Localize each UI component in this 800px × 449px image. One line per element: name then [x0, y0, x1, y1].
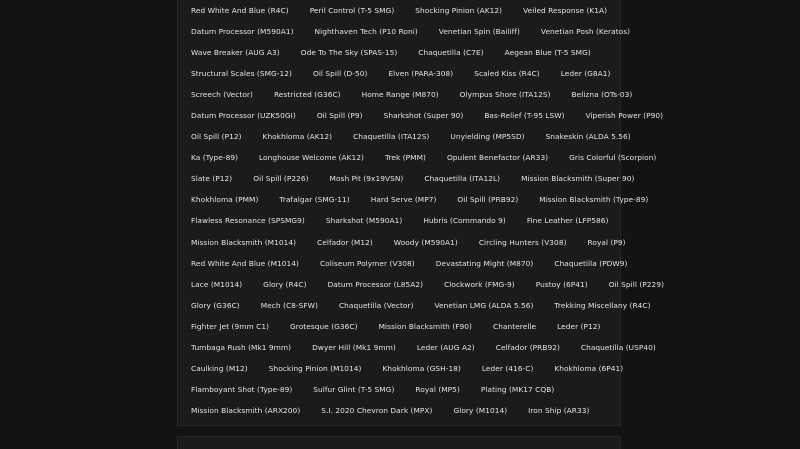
- skin-link[interactable]: Dwyer Hill (Mk1 9mm): [312, 343, 396, 353]
- skin-link[interactable]: Leder (AUG A2): [416, 343, 475, 353]
- skin-link[interactable]: Circling Hunters (V308): [478, 237, 567, 247]
- skin-link[interactable]: Restricted (G36C): [273, 89, 341, 99]
- skin-link[interactable]: Glory (R4C): [263, 279, 307, 289]
- skin-link[interactable]: Clockwork (FMG-9): [444, 279, 515, 289]
- skin-row: [191, 380, 612, 401]
- skin-link[interactable]: Fighter Jet (9mm C1): [191, 321, 270, 331]
- skin-link[interactable]: Chaquetilla (C7E): [418, 47, 484, 57]
- skin-row: [191, 253, 628, 274]
- skin-link[interactable]: Hard Serve (MP7): [370, 195, 437, 205]
- skin-link[interactable]: Khokhloma (GSH-18): [382, 364, 461, 374]
- skin-row: [191, 84, 633, 105]
- skin-link[interactable]: Chaquetilla (ITA12L): [424, 174, 501, 184]
- skin-link[interactable]: Scaled Kiss (R4C): [474, 68, 540, 78]
- skin-link[interactable]: Glory (M1014): [453, 406, 508, 416]
- skin-link[interactable]: Tumbaga Rush (Mk1 9mm): [191, 343, 292, 353]
- skin-link[interactable]: Mission Blacksmith (F90): [378, 321, 472, 331]
- skin-link[interactable]: Khokhloma (6P41): [554, 364, 624, 374]
- skin-link[interactable]: Trafalgar (SMG-11): [279, 195, 350, 205]
- skin-row: [191, 232, 626, 253]
- skin-link[interactable]: Bas-Relief (T-95 LSW): [484, 111, 565, 121]
- skin-link[interactable]: Oil Spill (P9): [316, 111, 363, 121]
- skin-link[interactable]: Slate (P12): [191, 174, 233, 184]
- skin-link[interactable]: Sharkshot (Super 90): [383, 111, 464, 121]
- skin-row: [191, 169, 635, 190]
- skin-link[interactable]: Devastating Might (M870): [435, 258, 534, 268]
- skin-link[interactable]: Venetian Spin (Bailiff): [438, 26, 520, 36]
- skin-link[interactable]: Mission Blacksmith (Super 90): [521, 174, 635, 184]
- skin-link[interactable]: Datum Processor (M590A1): [191, 26, 294, 36]
- skin-link[interactable]: Celfador (M12): [317, 237, 373, 247]
- skin-link[interactable]: Nighthaven Tech (P10 Roni): [314, 26, 418, 36]
- skin-link[interactable]: Shocking Pinion (M1014): [268, 364, 362, 374]
- skin-link[interactable]: Belizna (OTs-03): [571, 89, 633, 99]
- skin-row: [191, 0, 612, 21]
- skin-link[interactable]: Elven (PARA-308): [388, 68, 454, 78]
- skin-link[interactable]: S.I. 2020 Chevron Dark (MPX): [321, 406, 433, 416]
- skin-link[interactable]: Veiled Response (K1A): [523, 5, 608, 15]
- skin-link[interactable]: Mosh Pit (9x19VSN): [329, 174, 404, 184]
- skin-link[interactable]: Leder (P12): [557, 321, 601, 331]
- skin-link[interactable]: Oil Spill (P12): [191, 132, 242, 142]
- skins-card: [177, 0, 664, 426]
- skin-link[interactable]: Mission Blacksmith (M1014): [191, 237, 297, 247]
- skin-link[interactable]: Chanterelle: [493, 321, 537, 331]
- skin-link[interactable]: Snakeskin (ALDA 5.56): [545, 132, 631, 142]
- skin-link[interactable]: Chaquetilla (Vector): [338, 300, 414, 310]
- skin-row: [191, 105, 664, 126]
- skin-list: [191, 0, 664, 422]
- skin-link[interactable]: Chaquetilla (USP40): [580, 343, 656, 353]
- skin-link[interactable]: Aegean Blue (T-5 SMG): [504, 47, 591, 57]
- skin-link[interactable]: Flawless Resonance (SPSMG9): [191, 216, 305, 226]
- skin-link[interactable]: Mission Blacksmith (ARX200): [191, 406, 301, 416]
- skin-link[interactable]: Mission Blacksmith (Type-89): [539, 195, 649, 205]
- skin-link[interactable]: Leder (416-C): [481, 364, 534, 374]
- skin-row: [191, 21, 631, 42]
- skin-row: [191, 127, 631, 148]
- skin-row: [191, 274, 664, 295]
- skin-link[interactable]: Gris Colorful (Scorpion): [569, 153, 657, 163]
- skin-link[interactable]: Fine Leather (LFP586): [526, 216, 609, 226]
- skin-link[interactable]: Plating (MK17 CQB): [480, 385, 555, 395]
- skin-link[interactable]: Datum Processor (L85A2): [327, 279, 424, 289]
- skin-link[interactable]: Ka (Type-89): [191, 153, 239, 163]
- skin-link[interactable]: Trekking Miscellany (R4C): [554, 300, 651, 310]
- skin-link[interactable]: Screech (Vector): [191, 89, 253, 99]
- skin-link[interactable]: Royal (MP5): [415, 385, 460, 395]
- skin-link[interactable]: Oil Spill (P229): [608, 279, 664, 289]
- skin-link[interactable]: Sharkshot (M590A1): [325, 216, 403, 226]
- skin-link[interactable]: Pustoy (6P41): [535, 279, 588, 289]
- skin-link[interactable]: Opulent Benefactor (AR33): [446, 153, 549, 163]
- skin-link[interactable]: Wave Breaker (AUG A3): [191, 47, 280, 57]
- skin-link[interactable]: Shocking Pinion (AK12): [415, 5, 503, 15]
- skin-row: [191, 190, 649, 211]
- skin-link[interactable]: Venetian Posh (Keratos): [540, 26, 631, 36]
- skin-row: [191, 316, 612, 337]
- skin-row: [191, 338, 656, 359]
- skin-link[interactable]: Khokhloma (PMM): [191, 195, 259, 205]
- skin-link[interactable]: Leder (G8A1): [560, 68, 611, 78]
- skin-link[interactable]: Caulking (M12): [191, 364, 248, 374]
- skin-link[interactable]: Flamboyant Shot (Type-89): [191, 385, 293, 395]
- skin-link[interactable]: Lace (M1014): [191, 279, 243, 289]
- skin-link[interactable]: Olympus Shore (ITA12S): [459, 89, 551, 99]
- skin-link[interactable]: Sulfur Glint (T-5 SMG): [313, 385, 395, 395]
- skin-link[interactable]: Coliseum Polymer (V308): [319, 258, 415, 268]
- skin-link[interactable]: Celfador (PRB92): [495, 343, 560, 353]
- skin-link[interactable]: Glory (G36C): [191, 300, 240, 310]
- skin-link[interactable]: Trek (PMM): [384, 153, 426, 163]
- skin-link[interactable]: Iron Ship (AR33): [528, 406, 590, 416]
- skin-link[interactable]: Home Range (M870): [361, 89, 439, 99]
- skin-link[interactable]: Unyielding (MP5SD): [450, 132, 525, 142]
- skin-link[interactable]: Mech (C8-SFW): [260, 300, 318, 310]
- skin-link[interactable]: Structural Scales (SMG-12): [191, 68, 292, 78]
- skin-link[interactable]: Chaquetilla (PDW9): [554, 258, 628, 268]
- skin-link[interactable]: Datum Processor (UZK50GI): [191, 111, 296, 121]
- next-card: [177, 436, 621, 449]
- skin-link[interactable]: Oil Spill (PRB92): [457, 195, 519, 205]
- skin-link[interactable]: Red White And Blue (M1014): [191, 258, 299, 268]
- skin-link[interactable]: Oil Spill (D-50): [312, 68, 368, 78]
- skin-row: [191, 211, 612, 232]
- skin-link[interactable]: Grotesque (G36C): [290, 321, 358, 331]
- skin-link[interactable]: Longhouse Welcome (AK12): [259, 153, 364, 163]
- skin-link[interactable]: Oil Spill (P226): [253, 174, 309, 184]
- skin-link[interactable]: Peril Control (T-5 SMG): [309, 5, 395, 15]
- skin-link[interactable]: Royal (P9): [587, 237, 626, 247]
- skin-link[interactable]: Red White And Blue (R4C): [191, 5, 289, 15]
- skin-row: [191, 42, 612, 63]
- skin-row: [191, 148, 657, 169]
- skin-row: [191, 295, 651, 316]
- skin-row: [191, 359, 624, 380]
- skin-link[interactable]: Ode To The Sky (SPAS-15): [300, 47, 398, 57]
- skin-link[interactable]: Khokhloma (AK12): [262, 132, 333, 142]
- skin-link[interactable]: Woody (M590A1): [393, 237, 458, 247]
- skin-row: [191, 401, 612, 422]
- skin-link[interactable]: Hubris (Commando 9): [423, 216, 506, 226]
- skin-row: [191, 63, 612, 84]
- skin-link[interactable]: Viperish Power (P90): [585, 111, 664, 121]
- skin-link[interactable]: Chaquetilla (ITA12S): [353, 132, 430, 142]
- skin-link[interactable]: Venetian LMG (ALDA 5.56): [434, 300, 534, 310]
